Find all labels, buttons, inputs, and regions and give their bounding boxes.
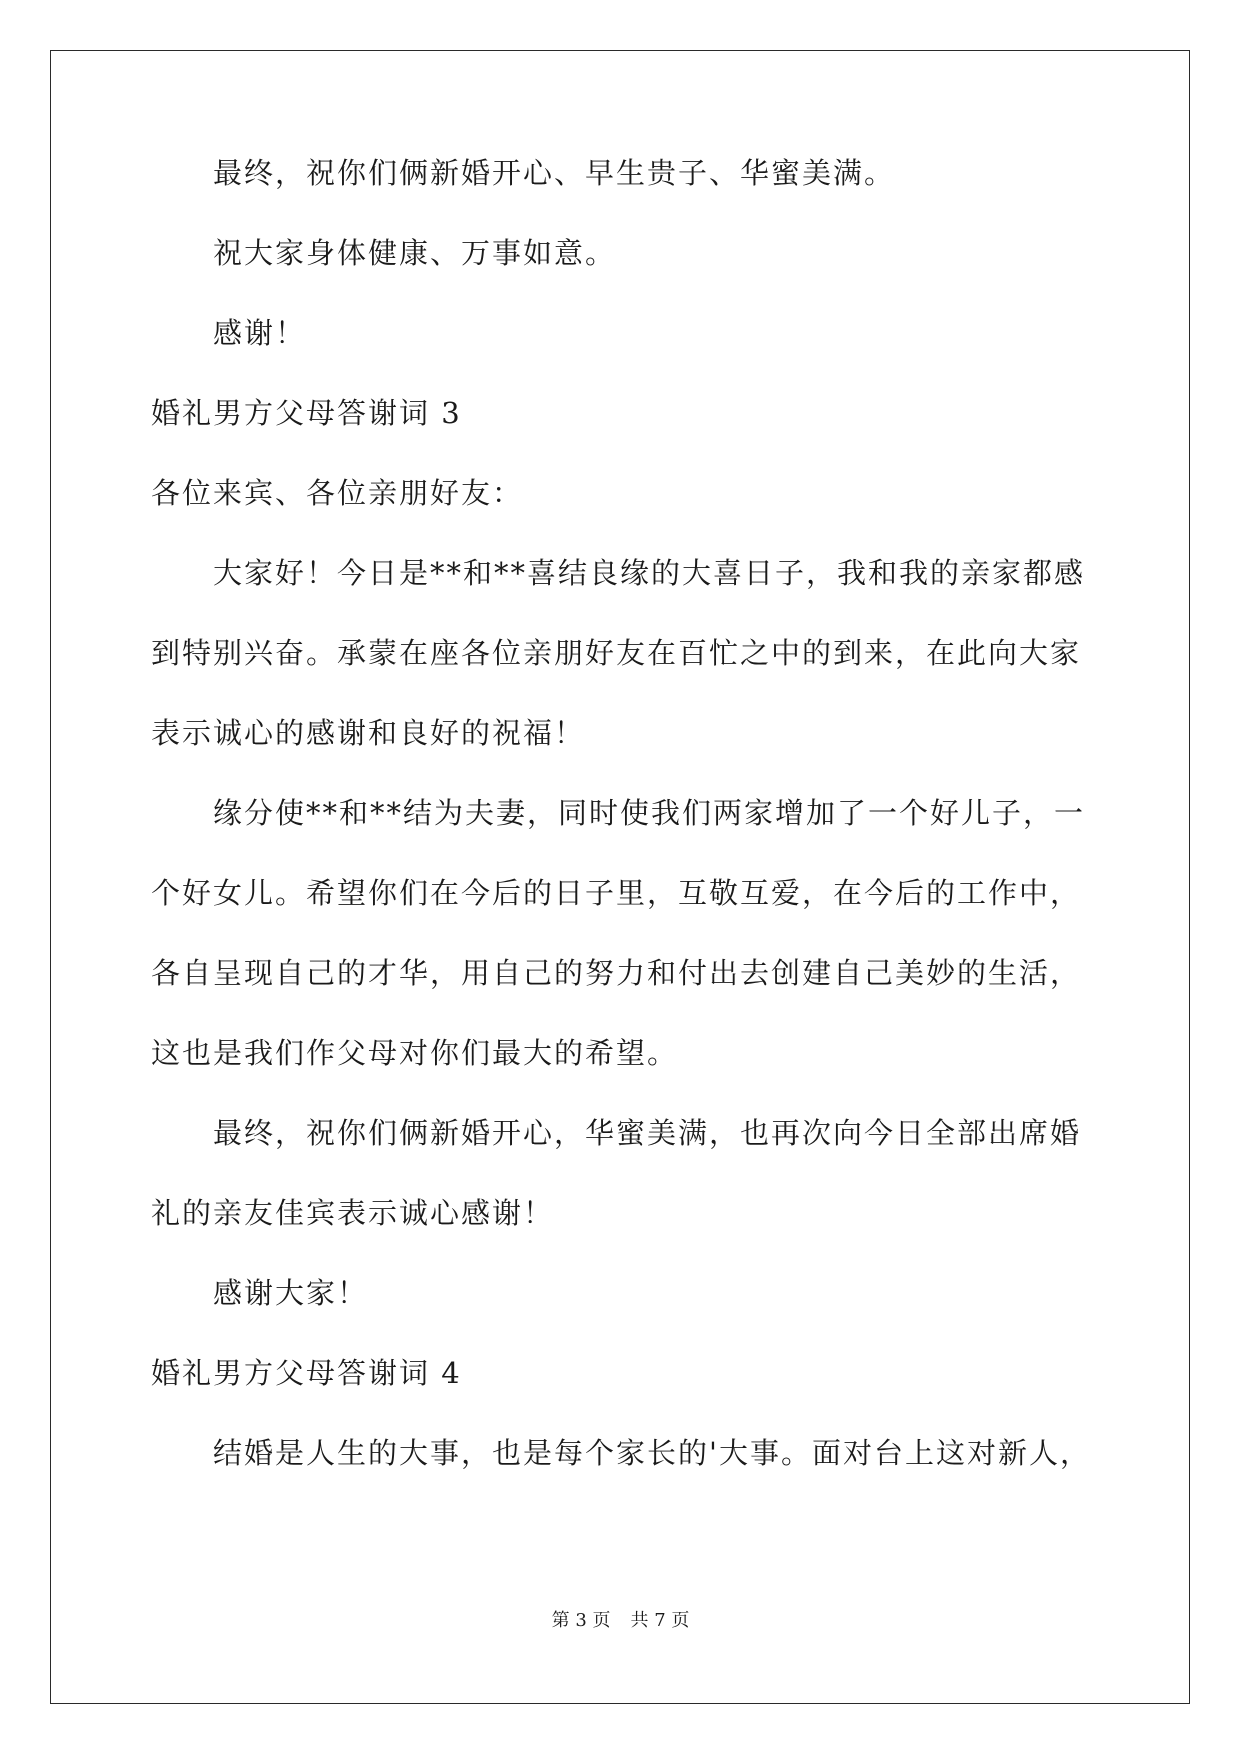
- salutation: 各位来宾、各位亲朋好友：: [151, 476, 524, 510]
- paragraph-line: 缘分使**和**结为夫妻，同时使我们两家增加了一个好儿子，一: [213, 796, 1086, 830]
- section-heading: 婚礼男方父母答谢词 4: [151, 1356, 462, 1390]
- paragraph-line: 最终，祝你们俩新婚开心、早生贵子、华蜜美满。: [213, 156, 896, 190]
- paragraph-line: 感谢大家！: [213, 1276, 369, 1310]
- page-footer: [0, 1606, 1241, 1632]
- paragraph-line: 礼的亲友佳宾表示诚心感谢！: [151, 1196, 555, 1230]
- paragraph-line: 这也是我们作父母对你们最大的希望。: [151, 1036, 679, 1070]
- page-number-total: 共 7 页: [630, 1610, 690, 1631]
- paragraph-line: 各自呈现自己的才华，用自己的努力和付出去创建自己美妙的生活，: [151, 956, 1082, 990]
- paragraph-line: 表示诚心的感谢和良好的祝福！: [151, 716, 586, 750]
- paragraph-line: 最终，祝你们俩新婚开心，华蜜美满，也再次向今日全部出席婚: [213, 1116, 1082, 1150]
- paragraph-line: 祝大家身体健康、万事如意。: [213, 236, 617, 270]
- paragraph-line: 到特别兴奋。承蒙在座各位亲朋好友在百忙之中的到来，在此向大家: [151, 636, 1082, 670]
- paragraph-line: 个好女儿。希望你们在今后的日子里，互敬互爱，在今后的工作中，: [151, 876, 1082, 910]
- paragraph-line: 大家好！今日是**和**喜结良缘的大喜日子，我和我的亲家都感: [213, 556, 1086, 590]
- paragraph-line: 感谢！: [213, 316, 307, 350]
- page-number-current: 第 3 页: [551, 1610, 611, 1631]
- paragraph-line: 结婚是人生的大事，也是每个家长的'大事。面对台上这对新人，: [213, 1436, 1091, 1470]
- section-heading: 婚礼男方父母答谢词 3: [151, 396, 462, 430]
